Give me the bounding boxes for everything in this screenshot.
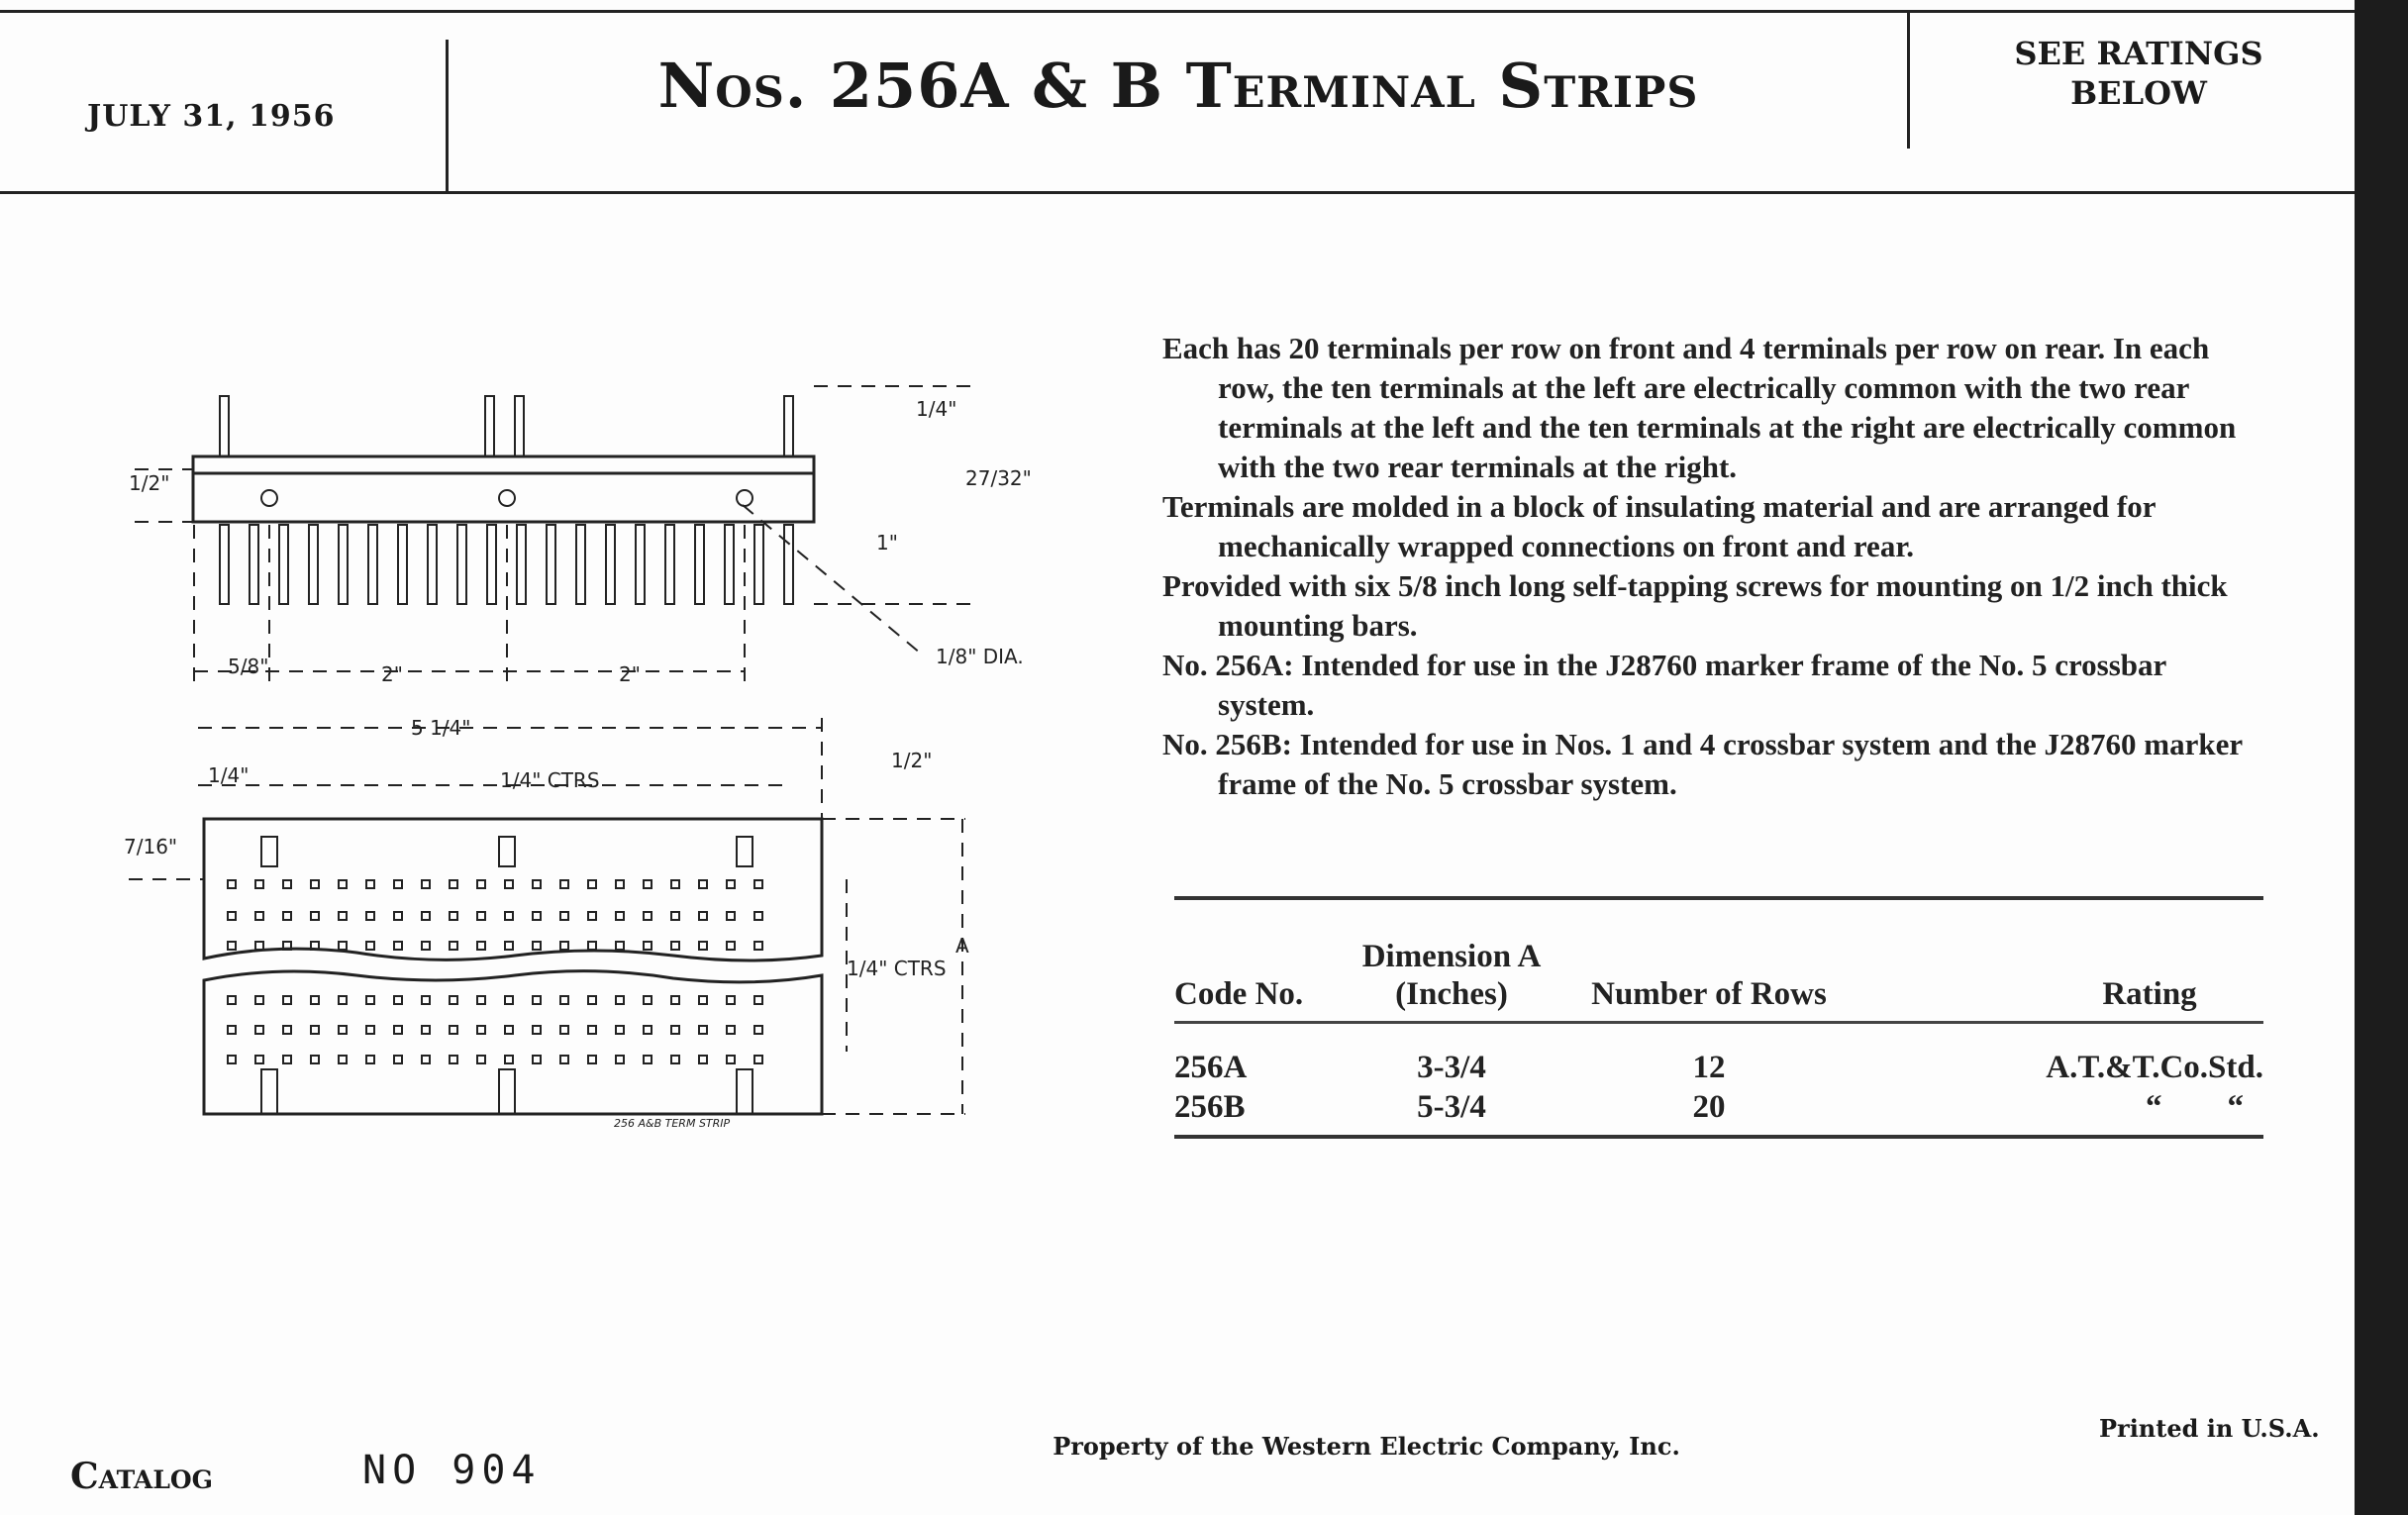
- front-terminal-pin: [665, 525, 674, 604]
- front-terminal-pin: [428, 525, 437, 604]
- terminal-hole: [339, 912, 347, 920]
- terminal-hole: [255, 880, 263, 888]
- terminal-hole: [228, 1056, 236, 1063]
- terminal-hole: [727, 942, 735, 950]
- table-row: [1174, 1023, 2263, 1088]
- dim-seven-sixteenths: 7/16": [124, 835, 178, 858]
- terminal-hole: [699, 1056, 707, 1063]
- rear-pin-outline: [499, 1069, 515, 1114]
- terminal-hole: [311, 1056, 319, 1063]
- terminal-hole: [560, 1026, 568, 1034]
- terminal-hole: [533, 912, 541, 920]
- catalog-number: NO 904: [362, 1448, 542, 1493]
- terminal-hole: [228, 880, 236, 888]
- terminal-hole: [754, 942, 762, 950]
- front-terminal-pin: [517, 525, 526, 604]
- terminal-hole: [588, 880, 596, 888]
- terminal-hole: [505, 880, 513, 888]
- rear-terminal-pin: [220, 396, 229, 456]
- terminal-hole: [228, 996, 236, 1004]
- terminal-hole: [644, 1056, 652, 1063]
- terminal-hole: [283, 1056, 291, 1063]
- header-code: Code No.: [1174, 898, 1323, 1023]
- terminal-hole: [339, 1056, 347, 1063]
- terminal-hole: [754, 1056, 762, 1063]
- terminal-hole: [366, 880, 374, 888]
- terminal-hole: [616, 1026, 624, 1034]
- terminal-hole: [754, 1026, 762, 1034]
- dim-half-inch-left: 1/2": [129, 471, 170, 495]
- front-terminal-pin: [547, 525, 555, 604]
- terminal-hole: [754, 996, 762, 1004]
- cell-dimension: 3-3/4: [1417, 1050, 1486, 1085]
- terminal-hole: [255, 996, 263, 1004]
- cell-dimension: 5-3/4: [1323, 1087, 1580, 1137]
- terminal-hole: [339, 880, 347, 888]
- terminal-hole: [450, 912, 457, 920]
- terminal-hole: [477, 1026, 485, 1034]
- rear-terminal-pin: [515, 396, 524, 456]
- terminal-hole: [616, 942, 624, 950]
- terminal-hole: [505, 942, 513, 950]
- terminal-strip-drawing: [0, 0, 1089, 1188]
- terminal-hole: [644, 996, 652, 1004]
- description-paragraph: No. 256A: Intended for use in the J28760 marker frame of the No. 5 crossbar system.: [1162, 648, 2166, 722]
- terminal-hole: [505, 912, 513, 920]
- terminal-hole: [422, 942, 430, 950]
- dim-half-inch-right: 1/2": [891, 749, 933, 772]
- terminal-hole: [505, 1026, 513, 1034]
- terminal-hole: [754, 912, 762, 920]
- terminal-hole: [671, 1056, 679, 1063]
- page-title: Nos. 256A & B Terminal Strips: [657, 50, 1699, 122]
- terminal-hole: [533, 1056, 541, 1063]
- front-terminal-pin: [457, 525, 466, 604]
- terminal-hole: [311, 912, 319, 920]
- terminal-hole: [644, 942, 652, 950]
- terminal-hole: [616, 996, 624, 1004]
- dim-total-height: 27/32": [965, 466, 1032, 490]
- rear-pin-outline: [261, 837, 277, 866]
- terminal-hole: [477, 942, 485, 950]
- ratings-note: [1911, 34, 2366, 113]
- front-terminal-pin: [309, 525, 318, 604]
- terminal-hole: [727, 880, 735, 888]
- table-header-row: [1174, 898, 2263, 1023]
- dim-quarter-ctrs: 1/4" CTRS: [500, 768, 600, 792]
- side-view-block: [193, 456, 814, 522]
- terminal-hole: [422, 1026, 430, 1034]
- front-terminal-pin: [695, 525, 704, 604]
- ratings-table: [1174, 896, 2263, 1139]
- terminal-hole: [699, 1026, 707, 1034]
- ratings-note-line2: BELOW: [2070, 74, 2207, 112]
- property-notice: Property of the Western Electric Company, Inc.: [1053, 1432, 1680, 1461]
- terminal-hole: [671, 996, 679, 1004]
- dim-overall-width: 5 1/4": [411, 716, 471, 740]
- terminal-hole: [366, 996, 374, 1004]
- terminal-hole: [505, 1056, 513, 1063]
- scan-dark-edge: [2355, 0, 2408, 1515]
- terminal-hole: [450, 996, 457, 1004]
- terminal-hole: [588, 1056, 596, 1063]
- terminal-hole: [366, 942, 374, 950]
- terminal-hole: [533, 880, 541, 888]
- rear-pin-outline: [737, 837, 752, 866]
- dim-two-inch-b: 2": [619, 662, 641, 686]
- terminal-hole: [283, 912, 291, 920]
- terminal-hole: [228, 912, 236, 920]
- terminal-hole: [228, 942, 236, 950]
- description-paragraph: No. 256B: Intended for use in Nos. 1 and 4 crossbar system and the J28760 marker frame of the No. 5 crossbar system.: [1162, 727, 2243, 801]
- terminal-hole: [477, 1056, 485, 1063]
- terminal-hole: [616, 1056, 624, 1063]
- terminal-hole: [255, 942, 263, 950]
- terminal-hole: [394, 942, 402, 950]
- terminal-hole: [422, 912, 430, 920]
- dim-five-eighths: 5/8": [228, 655, 269, 678]
- cell-code: 256A: [1174, 1050, 1248, 1085]
- terminal-hole: [727, 1026, 735, 1034]
- terminal-hole: [671, 1026, 679, 1034]
- terminal-hole: [255, 1026, 263, 1034]
- terminal-hole: [394, 912, 402, 920]
- terminal-hole: [699, 912, 707, 920]
- cell-rating: A.T.&T.Co.Std.: [2046, 1050, 2263, 1085]
- header-rating: Rating: [1838, 898, 2263, 1023]
- terminal-hole: [671, 880, 679, 888]
- dim-quarter-left: 1/4": [208, 763, 250, 787]
- printed-notice: Printed in U.S.A.: [2099, 1414, 2320, 1443]
- dim-hole-diameter: 1/8" DIA.: [936, 645, 1024, 668]
- terminal-hole: [560, 942, 568, 950]
- description-paragraph: Provided with six 5/8 inch long self-tapping screws for mounting on 1/2 inch thick mounting bars.: [1162, 568, 2228, 643]
- screw-hole: [737, 490, 752, 506]
- terminal-hole: [311, 1026, 319, 1034]
- terminal-hole: [450, 1056, 457, 1063]
- terminal-hole: [477, 912, 485, 920]
- front-terminal-pin: [754, 525, 763, 604]
- terminal-hole: [533, 996, 541, 1004]
- rear-pin-outline: [261, 1069, 277, 1114]
- terminal-hole: [339, 996, 347, 1004]
- terminal-hole: [422, 880, 430, 888]
- drawing-caption: 256 A&B TERM STRIP: [614, 1117, 731, 1130]
- rear-terminal-pin: [485, 396, 494, 456]
- screw-hole: [261, 490, 277, 506]
- terminal-hole: [671, 912, 679, 920]
- terminal-hole: [588, 942, 596, 950]
- terminal-hole: [533, 942, 541, 950]
- terminal-hole: [394, 996, 402, 1004]
- terminal-hole: [588, 996, 596, 1004]
- catalog-label: Catalog: [70, 1456, 214, 1497]
- terminal-hole: [283, 996, 291, 1004]
- dim-quarter-ctrs-vertical: 1/4" CTRS: [847, 957, 947, 980]
- terminal-hole: [644, 1026, 652, 1034]
- document-date: JULY 31, 1956: [87, 99, 336, 134]
- terminal-hole: [283, 880, 291, 888]
- rear-pin-outline: [737, 1069, 752, 1114]
- dim-quarter-top: 1/4": [916, 397, 957, 421]
- front-terminal-pin: [250, 525, 258, 604]
- terminal-hole: [644, 912, 652, 920]
- terminal-hole: [394, 1056, 402, 1063]
- terminal-hole: [450, 942, 457, 950]
- table-row: [1174, 1087, 2263, 1137]
- terminal-hole: [560, 912, 568, 920]
- terminal-hole: [560, 1056, 568, 1063]
- terminal-hole: [450, 880, 457, 888]
- terminal-hole: [699, 942, 707, 950]
- terminal-hole: [699, 996, 707, 1004]
- terminal-hole: [394, 1026, 402, 1034]
- terminal-hole: [560, 996, 568, 1004]
- terminal-hole: [339, 942, 347, 950]
- terminal-hole: [616, 912, 624, 920]
- terminal-hole: [644, 880, 652, 888]
- cell-code: 256B: [1174, 1087, 1323, 1137]
- terminal-hole: [616, 880, 624, 888]
- terminal-hole: [283, 1026, 291, 1034]
- screw-hole: [499, 490, 515, 506]
- terminal-hole: [699, 880, 707, 888]
- front-view-lower: [204, 971, 822, 1114]
- terminal-hole: [311, 880, 319, 888]
- dim-two-inch-a: 2": [381, 662, 403, 686]
- terminal-hole: [727, 1056, 735, 1063]
- terminal-hole: [228, 1026, 236, 1034]
- front-terminal-pin: [279, 525, 288, 604]
- front-terminal-pin: [576, 525, 585, 604]
- front-view-upper: [204, 819, 822, 960]
- terminal-hole: [366, 1056, 374, 1063]
- terminal-hole: [533, 1026, 541, 1034]
- cell-rows: 20: [1580, 1087, 1838, 1137]
- front-terminal-pin: [368, 525, 377, 604]
- front-terminal-pin: [398, 525, 407, 604]
- front-terminal-pin: [606, 525, 615, 604]
- terminal-hole: [422, 1056, 430, 1063]
- terminal-hole: [671, 942, 679, 950]
- header-rows: Number of Rows: [1580, 898, 1838, 1023]
- description-paragraph: Terminals are molded in a block of insulating material and are arranged for mechanically wrapped connections on front and rear.: [1162, 489, 2156, 563]
- terminal-hole: [422, 996, 430, 1004]
- ratings-note-line1: SEE RATINGS: [2014, 35, 2263, 72]
- terminal-hole: [311, 996, 319, 1004]
- terminal-hole: [394, 880, 402, 888]
- front-terminal-pin: [220, 525, 229, 604]
- cell-rows: 12: [1692, 1050, 1726, 1085]
- front-terminal-pin: [487, 525, 496, 604]
- terminal-hole: [366, 912, 374, 920]
- terminal-hole: [588, 1026, 596, 1034]
- terminal-hole: [339, 1026, 347, 1034]
- terminal-hole: [727, 912, 735, 920]
- terminal-hole: [477, 880, 485, 888]
- front-terminal-pin: [784, 525, 793, 604]
- terminal-hole: [477, 996, 485, 1004]
- rear-terminal-pin: [784, 396, 793, 456]
- rear-pin-outline: [499, 837, 515, 866]
- terminal-hole: [588, 912, 596, 920]
- terminal-hole: [366, 1026, 374, 1034]
- description-paragraph: Each has 20 terminals per row on front and 4 terminals per row on rear. In each row, the ten terminals at the left are electrically common with the two rear terminals at the left and the ten terminals at the right are electrically common with the two rear terminals at the right.: [1162, 331, 2237, 484]
- cell-rating: “ “: [1838, 1087, 2263, 1137]
- front-terminal-pin: [725, 525, 734, 604]
- front-terminal-pin: [339, 525, 348, 604]
- description: [1162, 329, 2261, 804]
- terminal-hole: [505, 996, 513, 1004]
- terminal-hole: [450, 1026, 457, 1034]
- terminal-hole: [560, 880, 568, 888]
- terminal-hole: [727, 996, 735, 1004]
- dim-one-inch: 1": [876, 531, 898, 555]
- header-dimension: Dimension A (Inches): [1323, 898, 1580, 1023]
- dim-a: A: [955, 934, 969, 958]
- terminal-hole: [255, 912, 263, 920]
- front-terminal-pin: [636, 525, 645, 604]
- terminal-hole: [255, 1056, 263, 1063]
- header-divider-right: [1907, 10, 1910, 149]
- terminal-hole: [754, 880, 762, 888]
